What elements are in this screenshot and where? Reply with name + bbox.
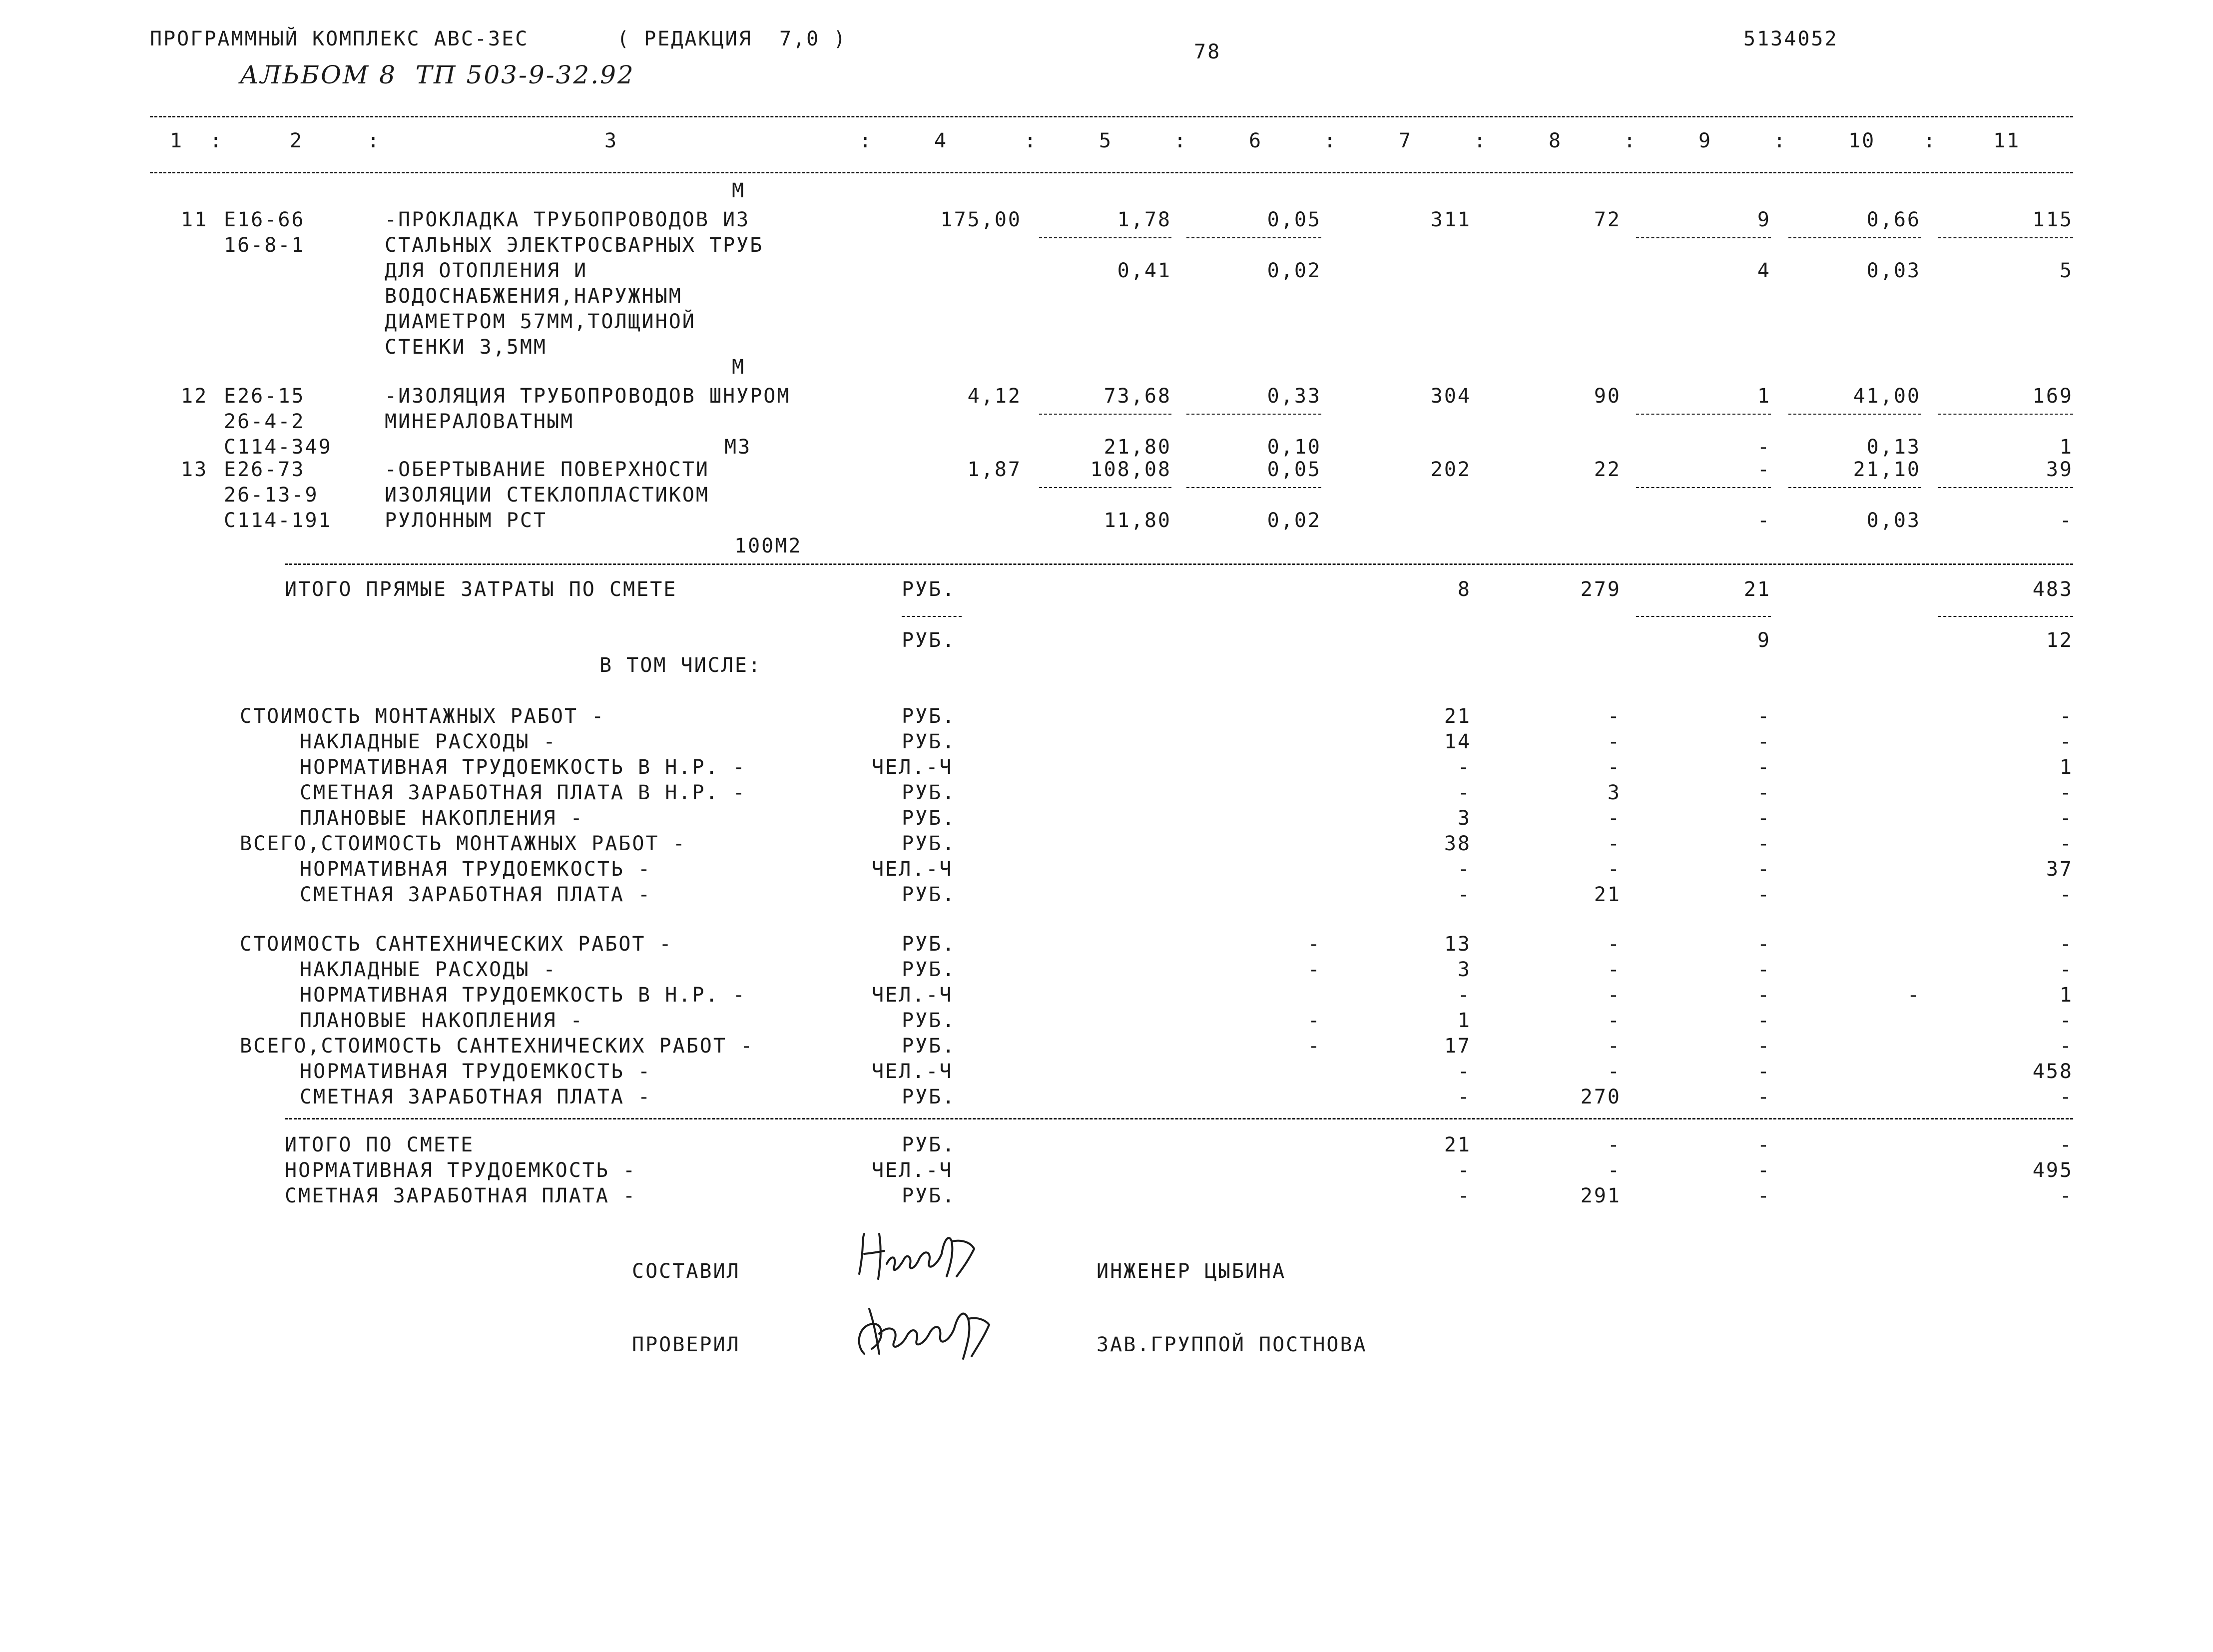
montage-c7: 38 xyxy=(1444,832,1471,855)
value-c10: 0,66 xyxy=(1866,208,1921,231)
value-c7: 304 xyxy=(1430,385,1471,408)
value-c6: 0,05 xyxy=(1267,458,1321,481)
totals-unit-sub: РУБ. xyxy=(902,629,956,652)
sanitary-c7: 13 xyxy=(1444,933,1471,956)
work-description: ВОДОСНАБЖЕНИЯ,НАРУЖНЫМ xyxy=(385,285,682,308)
column-header-3: 3 xyxy=(604,129,618,152)
work-description: СТЕНКИ 3,5ММ xyxy=(385,336,547,359)
value-c9: 9 xyxy=(1757,208,1771,231)
montage-unit: ЧЕЛ.-Ч xyxy=(872,756,953,779)
montage-c8: - xyxy=(1607,730,1621,753)
value-c11: 115 xyxy=(2032,208,2073,231)
totals-c9-sub: 9 xyxy=(1757,629,1771,652)
checker-name: ЗАВ.ГРУППОЙ ПОСТНОВА xyxy=(1097,1333,1367,1356)
program-title: ПРОГРАММНЫЙ КОМПЛЕКС АВС-3ЕС xyxy=(150,27,529,50)
subvalue-divider xyxy=(1039,414,1171,415)
entry-number: 12 xyxy=(181,385,208,408)
column-header-5: 5 xyxy=(1099,129,1113,152)
column-separator-10: : xyxy=(1923,129,1937,152)
subvalue-divider xyxy=(1186,237,1321,238)
sanitary-c7: 1 xyxy=(1457,1009,1471,1032)
montage-unit: РУБ. xyxy=(902,807,956,830)
value-c5: 108,08 xyxy=(1090,458,1171,481)
rate-code: Е26-15 xyxy=(224,385,305,408)
grand-total-unit: РУБ. xyxy=(902,1133,956,1156)
montage-c11: - xyxy=(2059,883,2073,906)
sanitary-c9: - xyxy=(1757,1009,1771,1032)
subvalue-divider xyxy=(1636,487,1771,488)
value-c9: - xyxy=(1757,458,1771,481)
montage-label: НАКЛАДНЫЕ РАСХОДЫ - xyxy=(300,730,557,753)
grand-total-c8: - xyxy=(1607,1159,1621,1182)
sanitary-c9: - xyxy=(1757,933,1771,956)
value-c10: 41,00 xyxy=(1853,385,1921,408)
value-c5-sub: 21,80 xyxy=(1104,436,1171,459)
work-description: ДЛЯ ОТОПЛЕНИЯ И xyxy=(385,259,588,282)
quantity: 1,87 xyxy=(967,458,1022,481)
totals-c9: 21 xyxy=(1743,578,1771,601)
sanitary-c8: - xyxy=(1607,933,1621,956)
montage-c7: 3 xyxy=(1457,807,1471,830)
sanitary-c11: 458 xyxy=(2032,1060,2073,1083)
montage-label: ВСЕГО,СТОИМОСТЬ МОНТАЖНЫХ РАБОТ - xyxy=(240,832,686,855)
rate-code: 26-13-9 xyxy=(224,484,319,507)
sanitary-c10: - xyxy=(1907,984,1921,1007)
totals-unit-divider xyxy=(902,616,962,617)
grand-total-c7: - xyxy=(1457,1159,1471,1182)
value-c11: 39 xyxy=(2046,458,2073,481)
sanitary-unit: ЧЕЛ.-Ч xyxy=(872,984,953,1007)
value-c10: 21,10 xyxy=(1853,458,1921,481)
sanitary-label: ВСЕГО,СТОИМОСТЬ САНТЕХНИЧЕСКИХ РАБОТ - xyxy=(240,1035,754,1058)
montage-c11: - xyxy=(2059,807,2073,830)
grand-total-c7: - xyxy=(1457,1184,1471,1207)
value-c5-sub: 11,80 xyxy=(1104,509,1171,532)
montage-c9: - xyxy=(1757,781,1771,804)
value-c10-sub: 0,13 xyxy=(1866,436,1921,459)
value-c9-sub: 4 xyxy=(1757,259,1771,282)
value-c6-sub: 0,02 xyxy=(1267,509,1321,532)
sanitary-c9: - xyxy=(1757,958,1771,981)
subvalue-divider xyxy=(1039,487,1171,488)
grand-total-c11: 495 xyxy=(2032,1159,2073,1182)
sanitary-c8: - xyxy=(1607,958,1621,981)
grand-total-c11: - xyxy=(2059,1133,2073,1156)
quantity: 4,12 xyxy=(967,385,1022,408)
totals-c11-sub: 12 xyxy=(2046,629,2073,652)
grand-total-label: СМЕТНАЯ ЗАРАБОТНАЯ ПЛАТА - xyxy=(285,1184,637,1207)
column-separator-4: : xyxy=(1024,129,1038,152)
table-header-rule xyxy=(150,172,2073,173)
entry-number: 13 xyxy=(181,458,208,481)
column-separator-5: : xyxy=(1174,129,1188,152)
album-reference: АЛЬБОМ 8 ТП 503-9-32.92 xyxy=(240,60,635,89)
montage-c8: 3 xyxy=(1607,781,1621,804)
montage-c8: 21 xyxy=(1594,883,1621,906)
unit-label: 100М2 xyxy=(734,535,802,557)
sanitary-c7: - xyxy=(1457,1060,1471,1083)
subvalue-divider xyxy=(1636,414,1771,415)
column-separator-1: : xyxy=(210,129,224,152)
value-c9: 1 xyxy=(1757,385,1771,408)
sanitary-unit: РУБ. xyxy=(902,958,956,981)
montage-unit: РУБ. xyxy=(902,832,956,855)
montage-label: СМЕТНАЯ ЗАРАБОТНАЯ ПЛАТА - xyxy=(300,883,652,906)
sanitary-c11: - xyxy=(2059,1035,2073,1058)
totals-label: ИТОГО ПРЯМЫЕ ЗАТРАТЫ ПО СМЕТЕ xyxy=(285,578,677,601)
work-description: МИНЕРАЛОВАТНЫМ xyxy=(385,410,574,433)
montage-label: ПЛАНОВЫЕ НАКОПЛЕНИЯ - xyxy=(300,807,584,830)
composer-name: ИНЖЕНЕР ЦЫБИНА xyxy=(1097,1260,1286,1283)
sanitary-c9: - xyxy=(1757,1086,1771,1108)
montage-c11: - xyxy=(2059,781,2073,804)
work-description: СТАЛЬНЫХ ЭЛЕКТРОСВАРНЫХ ТРУБ xyxy=(385,234,764,257)
rate-code: 16-8-1 xyxy=(224,234,305,257)
column-header-8: 8 xyxy=(1549,129,1563,152)
column-header-9: 9 xyxy=(1698,129,1712,152)
document-code: 5134052 xyxy=(1743,27,1838,50)
sanitary-c7: 3 xyxy=(1457,958,1471,981)
checked-label: ПРОВЕРИЛ xyxy=(632,1333,740,1356)
grand-total-unit: ЧЕЛ.-Ч xyxy=(872,1159,953,1182)
entry-number: 11 xyxy=(181,208,208,231)
sanitary-c9: - xyxy=(1757,1060,1771,1083)
subvalue-divider xyxy=(1636,237,1771,238)
montage-c7: - xyxy=(1457,858,1471,881)
grand-total-c8: 291 xyxy=(1580,1184,1621,1207)
montage-c8: - xyxy=(1607,858,1621,881)
value-c11-sub: - xyxy=(2059,509,2073,532)
sanitary-c8: 270 xyxy=(1580,1086,1621,1108)
value-c5-sub: 0,41 xyxy=(1117,259,1171,282)
column-header-10: 10 xyxy=(1848,129,1876,152)
sanitary-c11: - xyxy=(2059,1009,2073,1032)
value-c5: 1,78 xyxy=(1117,208,1171,231)
montage-c11: - xyxy=(2059,832,2073,855)
edition-label: ( РЕДАКЦИЯ 7,0 ) xyxy=(617,27,847,50)
value-c8: 90 xyxy=(1594,385,1621,408)
grand-total-c9: - xyxy=(1757,1184,1771,1207)
value-c10-sub: 0,03 xyxy=(1866,259,1921,282)
sanitary-c7: 17 xyxy=(1444,1035,1471,1058)
sanitary-unit: РУБ. xyxy=(902,1035,956,1058)
subvalue-divider xyxy=(1788,414,1921,415)
work-description: -ПРОКЛАДКА ТРУБОПРОВОДОВ ИЗ xyxy=(385,208,750,231)
sanitary-label: НОРМАТИВНАЯ ТРУДОЕМКОСТЬ В Н.Р. - xyxy=(300,984,746,1007)
work-description: ДИАМЕТРОМ 57ММ,ТОЛЩИНОЙ xyxy=(385,310,696,333)
subvalue-divider xyxy=(1938,414,2073,415)
sanitary-c11: - xyxy=(2059,958,2073,981)
work-description: РУЛОННЫМ РСТ xyxy=(385,509,547,532)
subvalue-divider xyxy=(1938,237,2073,238)
sanitary-label: ПЛАНОВЫЕ НАКОПЛЕНИЯ - xyxy=(300,1009,584,1032)
grand-total-c7: 21 xyxy=(1444,1133,1471,1156)
sanitary-c6: - xyxy=(1307,1035,1321,1058)
value-c8: 22 xyxy=(1594,458,1621,481)
montage-c9: - xyxy=(1757,832,1771,855)
montage-c11: - xyxy=(2059,705,2073,728)
value-c7: 202 xyxy=(1430,458,1471,481)
montage-label: НОРМАТИВНАЯ ТРУДОЕМКОСТЬ - xyxy=(300,858,652,881)
totals-c11: 483 xyxy=(2032,578,2073,601)
sanitary-label: СМЕТНАЯ ЗАРАБОТНАЯ ПЛАТА - xyxy=(300,1086,652,1108)
montage-label: СТОИМОСТЬ МОНТАЖНЫХ РАБОТ - xyxy=(240,705,605,728)
column-separator-6: : xyxy=(1324,129,1338,152)
rate-code: 26-4-2 xyxy=(224,410,305,433)
grand-totals-rule xyxy=(285,1118,2073,1119)
sanitary-c8: - xyxy=(1607,1060,1621,1083)
column-header-6: 6 xyxy=(1249,129,1263,152)
column-header-11: 11 xyxy=(1993,129,2021,152)
totals-c9-divider xyxy=(1636,616,1771,617)
value-c5: 73,68 xyxy=(1104,385,1171,408)
column-header-7: 7 xyxy=(1399,129,1413,152)
subvalue-divider xyxy=(1788,487,1921,488)
totals-top-rule xyxy=(285,563,2073,565)
rate-code: Е16-66 xyxy=(224,208,305,231)
table-top-rule xyxy=(150,116,2073,117)
sanitary-label: СТОИМОСТЬ САНТЕХНИЧЕСКИХ РАБОТ - xyxy=(240,933,673,956)
montage-c9: - xyxy=(1757,858,1771,881)
value-c9-sub: - xyxy=(1757,509,1771,532)
work-description: -ОБЕРТЫВАНИЕ ПОВЕРХНОСТИ xyxy=(385,458,709,481)
montage-c8: - xyxy=(1607,832,1621,855)
value-c10-sub: 0,03 xyxy=(1866,509,1921,532)
montage-label: СМЕТНАЯ ЗАРАБОТНАЯ ПЛАТА В Н.Р. - xyxy=(300,781,746,804)
totals-unit: РУБ. xyxy=(902,578,956,601)
sanitary-c8: - xyxy=(1607,1009,1621,1032)
value-c8: 72 xyxy=(1594,208,1621,231)
column-separator-3: : xyxy=(859,129,873,152)
sanitary-unit: РУБ. xyxy=(902,933,956,956)
montage-unit: РУБ. xyxy=(902,730,956,753)
sanitary-label: НОРМАТИВНАЯ ТРУДОЕМКОСТЬ - xyxy=(300,1060,652,1083)
montage-c7: 14 xyxy=(1444,730,1471,753)
value-c6: 0,33 xyxy=(1267,385,1321,408)
checker-signature xyxy=(844,1294,1004,1369)
sanitary-c11: - xyxy=(2059,933,2073,956)
montage-unit: ЧЕЛ.-Ч xyxy=(872,858,953,881)
montage-c11: 37 xyxy=(2046,858,2073,881)
montage-label: НОРМАТИВНАЯ ТРУДОЕМКОСТЬ В Н.Р. - xyxy=(300,756,746,779)
sanitary-unit: ЧЕЛ.-Ч xyxy=(872,1060,953,1083)
value-c6-sub: 0,10 xyxy=(1267,436,1321,459)
composed-label: СОСТАВИЛ xyxy=(632,1260,740,1283)
sanitary-c9: - xyxy=(1757,984,1771,1007)
value-c7: 311 xyxy=(1430,208,1471,231)
grand-total-label: ИТОГО ПО СМЕТЕ xyxy=(285,1133,475,1156)
unit-label: М xyxy=(732,179,746,202)
grand-total-c8: - xyxy=(1607,1133,1621,1156)
subvalue-divider xyxy=(1039,237,1171,238)
montage-unit: РУБ. xyxy=(902,781,956,804)
totals-c7: 8 xyxy=(1457,578,1471,601)
montage-unit: РУБ. xyxy=(902,883,956,906)
sanitary-c7: - xyxy=(1457,984,1471,1007)
column-separator-9: : xyxy=(1773,129,1787,152)
column-header-1: 1 xyxy=(170,129,184,152)
rate-code: С114-191 xyxy=(224,509,332,532)
sanitary-c6: - xyxy=(1307,933,1321,956)
grand-total-c9: - xyxy=(1757,1133,1771,1156)
value-c6-sub: 0,02 xyxy=(1267,259,1321,282)
subvalue-divider xyxy=(1788,237,1921,238)
value-c11: 169 xyxy=(2032,385,2073,408)
subvalue-divider xyxy=(1938,487,2073,488)
value-c11-sub: 1 xyxy=(2059,436,2073,459)
subvalue-divider xyxy=(1186,414,1321,415)
montage-c9: - xyxy=(1757,807,1771,830)
column-separator-8: : xyxy=(1624,129,1638,152)
totals-c11-divider xyxy=(1938,616,2073,617)
rate-code: С114-349 xyxy=(224,436,332,459)
subvalue-divider xyxy=(1186,487,1321,488)
montage-c9: - xyxy=(1757,756,1771,779)
sanitary-label: НАКЛАДНЫЕ РАСХОДЫ - xyxy=(300,958,557,981)
grand-total-c11: - xyxy=(2059,1184,2073,1207)
montage-c9: - xyxy=(1757,730,1771,753)
value-c9-sub: - xyxy=(1757,436,1771,459)
sanitary-c11: - xyxy=(2059,1086,2073,1108)
value-c11-sub: 5 xyxy=(2059,259,2073,282)
composer-signature xyxy=(849,1219,999,1294)
including-label: В ТОМ ЧИСЛЕ: xyxy=(599,654,762,677)
sanitary-unit: РУБ. xyxy=(902,1086,956,1108)
totals-c8: 279 xyxy=(1580,578,1621,601)
grand-total-c9: - xyxy=(1757,1159,1771,1182)
unit-label: М3 xyxy=(724,436,752,459)
column-separator-2: : xyxy=(367,129,381,152)
sanitary-c6: - xyxy=(1307,1009,1321,1032)
montage-c8: - xyxy=(1607,807,1621,830)
montage-unit: РУБ. xyxy=(902,705,956,728)
sanitary-c9: - xyxy=(1757,1035,1771,1058)
montage-c7: - xyxy=(1457,883,1471,906)
quantity: 175,00 xyxy=(940,208,1022,231)
work-description: ИЗОЛЯЦИИ СТЕКЛОПЛАСТИКОМ xyxy=(385,484,709,507)
montage-c9: - xyxy=(1757,705,1771,728)
page-number: 78 xyxy=(1194,40,1221,63)
column-header-2: 2 xyxy=(290,129,304,152)
column-header-4: 4 xyxy=(934,129,948,152)
column-separator-7: : xyxy=(1474,129,1488,152)
work-description: -ИЗОЛЯЦИЯ ТРУБОПРОВОДОВ ШНУРОМ xyxy=(385,385,791,408)
sanitary-c8: - xyxy=(1607,1035,1621,1058)
montage-c8: - xyxy=(1607,705,1621,728)
sanitary-c6: - xyxy=(1307,958,1321,981)
montage-c9: - xyxy=(1757,883,1771,906)
montage-c8: - xyxy=(1607,756,1621,779)
sanitary-c8: - xyxy=(1607,984,1621,1007)
montage-c7: - xyxy=(1457,781,1471,804)
sanitary-c11: 1 xyxy=(2059,984,2073,1007)
grand-total-unit: РУБ. xyxy=(902,1184,956,1207)
montage-c11: - xyxy=(2059,730,2073,753)
sanitary-c7: - xyxy=(1457,1086,1471,1108)
sanitary-unit: РУБ. xyxy=(902,1009,956,1032)
value-c6: 0,05 xyxy=(1267,208,1321,231)
grand-total-label: НОРМАТИВНАЯ ТРУДОЕМКОСТЬ - xyxy=(285,1159,637,1182)
montage-c7: 21 xyxy=(1444,705,1471,728)
montage-c7: - xyxy=(1457,756,1471,779)
montage-c11: 1 xyxy=(2059,756,2073,779)
rate-code: Е26-73 xyxy=(224,458,305,481)
unit-label: М xyxy=(732,356,746,379)
